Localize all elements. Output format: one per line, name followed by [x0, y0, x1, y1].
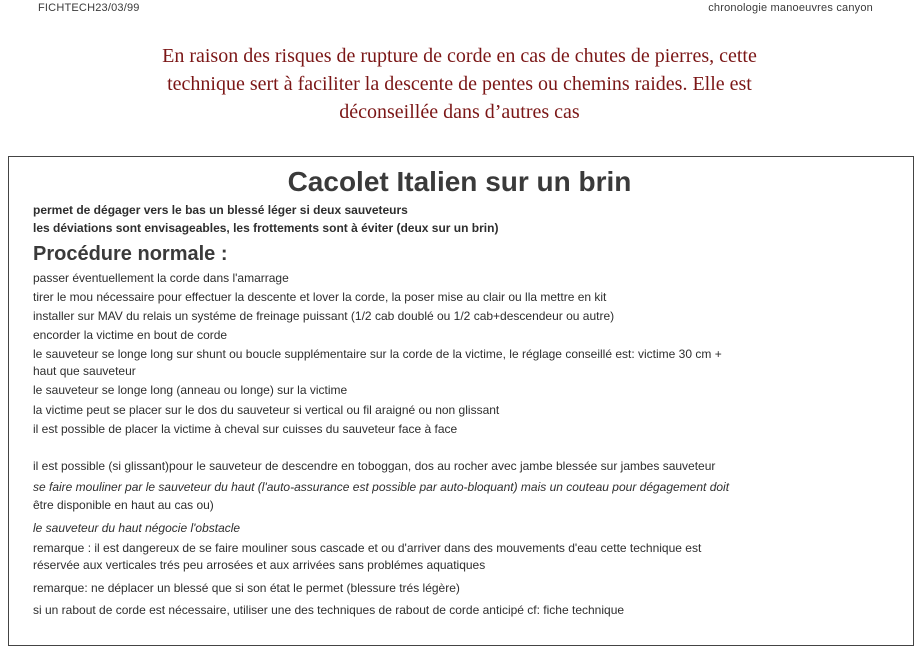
procedure-step: tirer le mou nécessaire pour effectuer la descente et lover la corde, la poser mise au clair ou lla mettre en kit	[33, 290, 607, 304]
intro-line: déconseillée dans d’autres cas	[339, 101, 580, 123]
note-line: se faire mouliner par le sauveteur du haut (l'auto-assurance est possible par auto-bloquant) mais un couteau pour dégagement doit	[33, 480, 730, 494]
note-line: il est possible (si glissant)pour le sauveteur de descendre en toboggan, dos au rocher avec jambe blessée sur jambes sauveteur	[33, 459, 716, 473]
procedure-heading: Procédure normale :	[33, 243, 228, 265]
procedure-step: passer éventuellement la corde dans l'amarrage	[33, 271, 289, 285]
procedure-step: encorder la victime en bout de corde	[33, 328, 228, 342]
note-line: remarque: ne déplacer un blessé que si son état le permet (blessure trés légère)	[33, 581, 460, 595]
note-line: si un rabout de corde est nécessaire, utiliser une des techniques de rabout de corde anticipé cf: fiche technique	[33, 603, 625, 617]
intro-line: technique sert à faciliter la descente de pentes ou chemins raides. Elle est	[167, 73, 752, 95]
sheet-title: Cacolet Italien sur un brin	[287, 166, 632, 197]
document-reference: FICHTECH23/03/99	[38, 2, 140, 14]
summary-line: les déviations sont envisageables, les frottements sont à éviter (deux sur un brin)	[33, 221, 499, 235]
note-line: remarque : il est dangereux de se faire mouliner sous cascade et ou d'arriver dans des mouvements d'eau cette technique est	[33, 541, 702, 555]
procedure-step: il est possible de placer la victime à cheval sur cuisses du sauveteur face à face	[33, 422, 458, 436]
document-category: chronologie manoeuvres canyon	[708, 2, 873, 14]
procedure-step: haut que sauveteur	[33, 364, 136, 378]
procedure-step: le sauveteur se longe long (anneau ou longe) sur la victime	[33, 383, 348, 397]
procedure-step: installer sur MAV du relais un systéme de freinage puissant (1/2 cab doublé ou 1/2 cab+descendeur ou autre)	[33, 309, 615, 323]
note-line: réservée aux verticales trés peu arrosées et aux arrivées sans problémes aquatiques	[33, 558, 486, 572]
intro-paragraph	[0, 42, 919, 126]
procedure-step: le sauveteur se longe long sur shunt ou boucle supplémentaire sur la corde de la victime, le réglage conseillé est: victime 30 cm +	[33, 347, 722, 361]
note-line: être disponible en haut au cas ou)	[33, 498, 214, 512]
procedure-step: la victime peut se placer sur le dos du sauveteur si vertical ou fil araigné ou non glissant	[33, 403, 500, 417]
note-line: le sauveteur du haut négocie l'obstacle	[33, 521, 241, 535]
summary-line: permet de dégager vers le bas un blessé léger si deux sauveteurs	[33, 203, 408, 217]
intro-line: En raison des risques de rupture de corde en cas de chutes de pierres, cette	[162, 45, 757, 67]
